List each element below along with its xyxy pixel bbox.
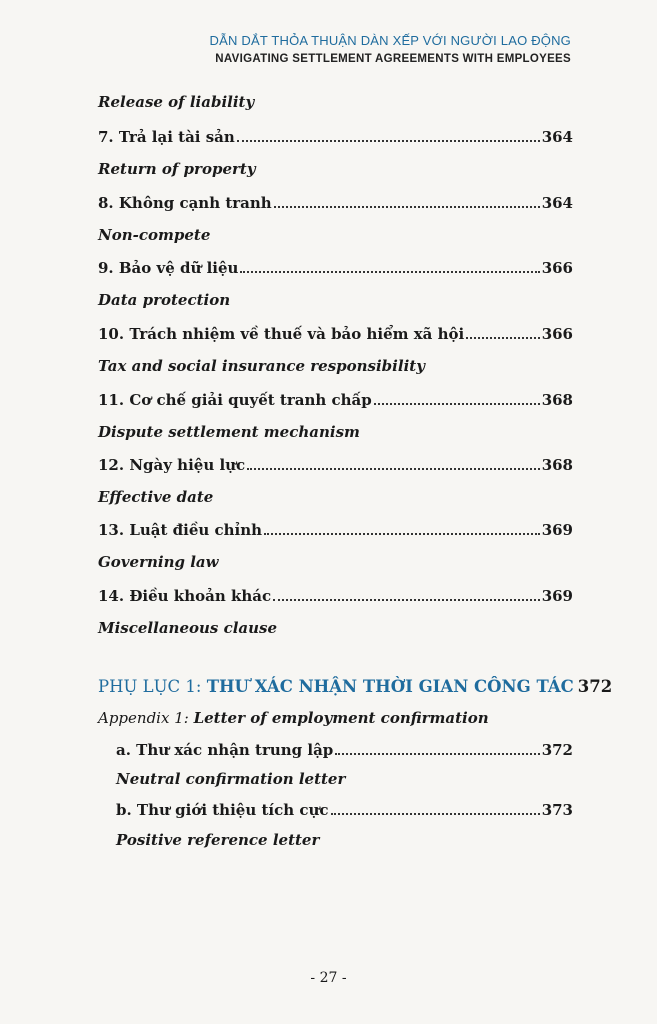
leader-dots: [374, 403, 540, 405]
toc-entry-page: 373: [541, 801, 573, 819]
toc-entry-english: Return of property: [98, 160, 256, 178]
toc-entry-13[interactable]: [98, 521, 573, 539]
leader-dots: [335, 753, 539, 755]
leader-dots: [274, 206, 540, 208]
toc-entry-title: 14. Điều khoản khác: [98, 587, 272, 605]
toc-entry-english: Dispute settlement mechanism: [98, 423, 360, 441]
leader-dots: [240, 271, 539, 273]
toc-entry-page: 372: [541, 741, 573, 759]
toc-entry-title: 11. Cơ chế giải quyết tranh chấp: [98, 391, 372, 409]
leader-dots: [264, 533, 540, 535]
toc-entry-page: 364: [541, 128, 573, 146]
toc-entry-english: Data protection: [98, 291, 231, 309]
leader-dots: [331, 813, 540, 815]
appendix-page: 372: [577, 677, 613, 696]
toc-entry-page: 369: [541, 521, 573, 539]
leader-dots: [247, 468, 540, 470]
toc-entry-page: 368: [541, 456, 573, 474]
toc-entry-title: 9. Bảo vệ dữ liệu: [98, 259, 239, 277]
toc-entry-page: 366: [541, 325, 573, 343]
toc-entry-9[interactable]: [98, 259, 573, 277]
toc-appendix-1[interactable]: [98, 677, 613, 696]
toc-entry-title: b. Thư giới thiệu tích cực: [116, 801, 329, 819]
appendix-english-title: Letter of employment confirmation: [193, 709, 489, 727]
toc-entry-title: 10. Trách nhiệm về thuế và bảo hiểm xã hội: [98, 325, 465, 343]
toc-entry-11[interactable]: [98, 391, 573, 409]
toc-entry-page: 364: [541, 194, 573, 212]
toc-entry-title: 13. Luật điều chỉnh: [98, 521, 263, 539]
toc-entry-12[interactable]: [98, 456, 573, 474]
appendix-english: [98, 709, 489, 727]
page-number: - 27 -: [310, 970, 347, 986]
toc-entry-page: 368: [541, 391, 573, 409]
toc-entry-10[interactable]: [98, 325, 573, 343]
toc-entry-english: Miscellaneous clause: [98, 619, 278, 637]
running-header-vietnamese: DẪN DẮT THỎA THUẬN DÀN XẾP VỚI NGƯỜI LAO ĐỘNG: [209, 33, 571, 48]
toc-entry-english: Governing law: [98, 553, 219, 571]
appendix-title: [98, 677, 574, 696]
toc-entry-english: Positive reference letter: [116, 831, 320, 849]
toc-entry-7[interactable]: [98, 128, 573, 146]
appendix-english-prefix: Appendix 1:: [98, 709, 189, 727]
leader-dots: [466, 337, 539, 339]
toc-entry-english: Non-compete: [98, 226, 211, 244]
toc-entry-14[interactable]: [98, 587, 573, 605]
toc-entry-title: 8. Không cạnh tranh: [98, 194, 272, 212]
toc-appendix-item-b[interactable]: [116, 801, 573, 819]
toc-entry-title: 7. Trả lại tài sản: [98, 128, 235, 146]
toc-entry-title: a. Thư xác nhận trung lập: [116, 741, 334, 759]
appendix-title-text: THƯ XÁC NHẬN THỜI GIAN CÔNG TÁC: [206, 677, 574, 696]
toc-entry-page: 366: [541, 259, 573, 277]
toc-entry-8[interactable]: [98, 194, 573, 212]
leader-dots: [237, 140, 540, 142]
leader-dots: [273, 599, 540, 601]
running-header-english: NAVIGATING SETTLEMENT AGREEMENTS WITH EMPLOYEES: [215, 53, 571, 65]
appendix-prefix: PHỤ LỤC 1:: [98, 677, 202, 696]
toc-entry-english: Effective date: [98, 488, 214, 506]
toc-lead-english: Release of liability: [98, 93, 255, 111]
toc-entry-title: 12. Ngày hiệu lực: [98, 456, 246, 474]
toc-appendix-item-a[interactable]: [116, 741, 573, 759]
toc-entry-page: 369: [541, 587, 573, 605]
toc-entry-english: Tax and social insurance responsibility: [98, 357, 425, 375]
toc-entry-english: Neutral confirmation letter: [116, 770, 346, 788]
